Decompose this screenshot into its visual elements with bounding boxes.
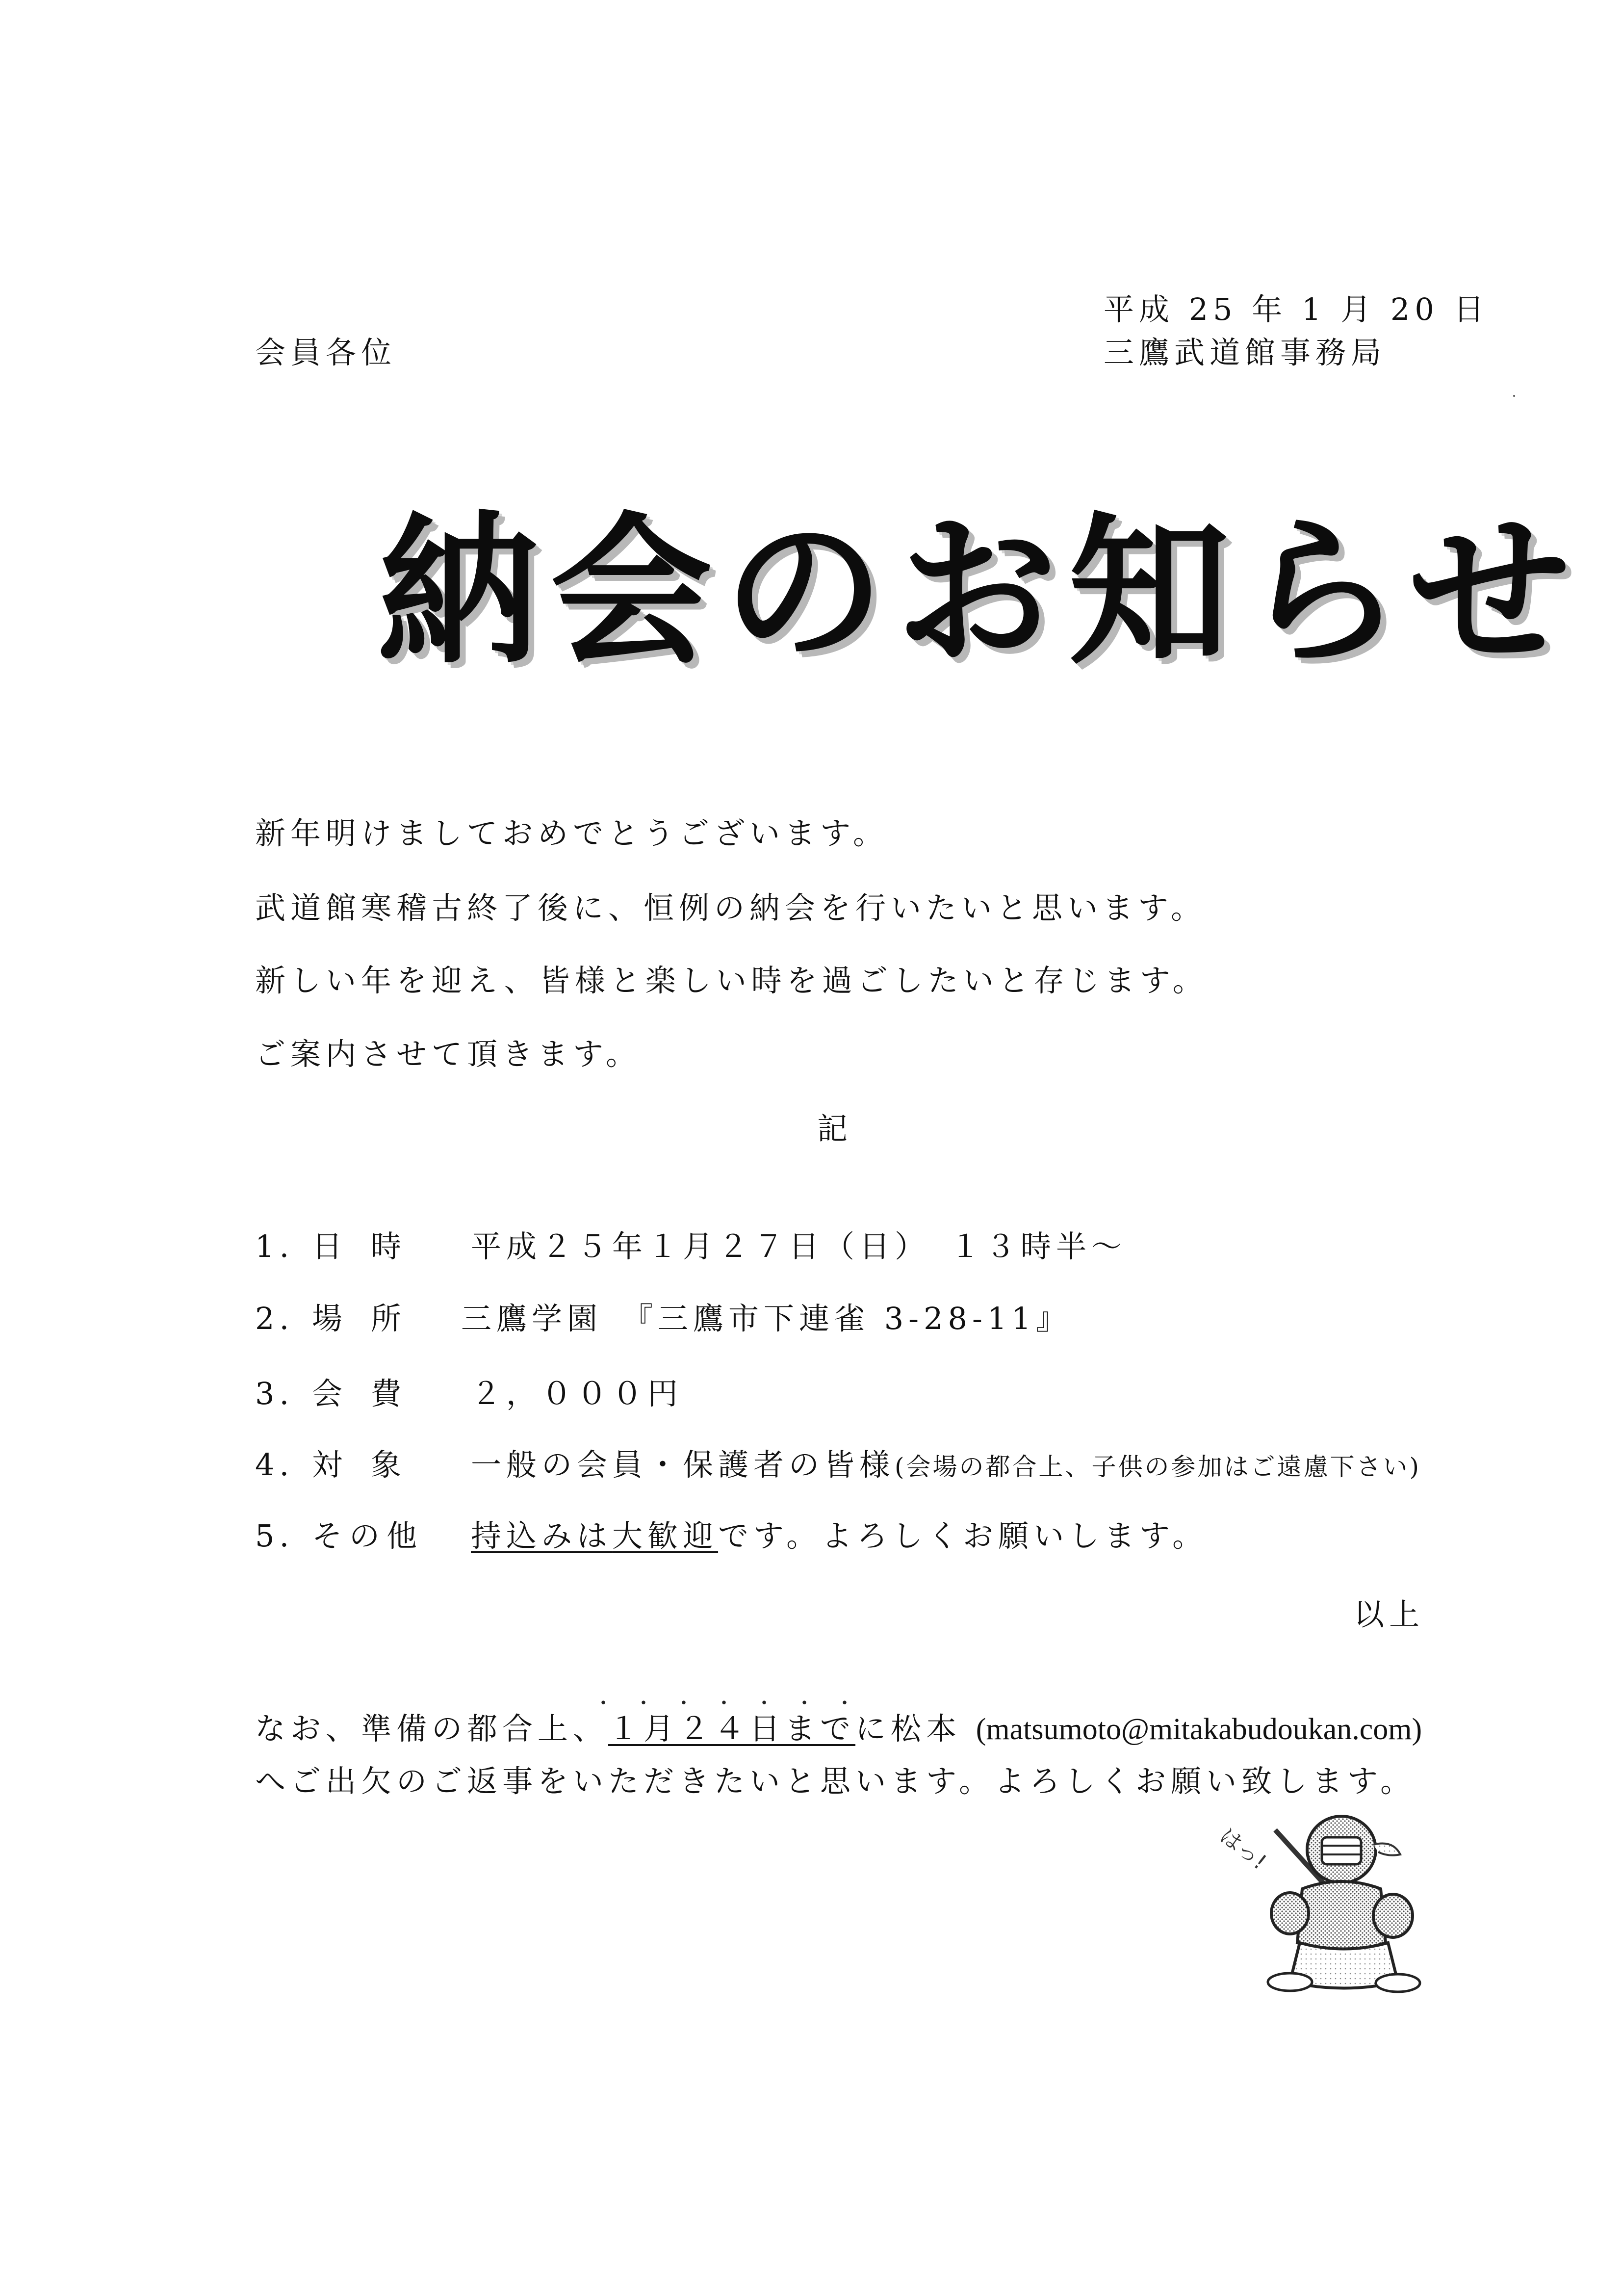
item-1-label: 日時 — [312, 1228, 430, 1264]
sender-office: 三鷹武道館事務局 — [1104, 335, 1387, 370]
item-4-number: 4. — [255, 1447, 294, 1483]
item-5-underlined-1: 持込み — [471, 1518, 577, 1554]
mascot-speech: はっ! — [1216, 1823, 1271, 1875]
item-1-value: 平成２５年１月２７日（日） １３時半～ — [471, 1228, 1127, 1264]
note-prefix: なお、準備の都合上、 — [255, 1711, 609, 1747]
scan-speck — [1513, 395, 1515, 397]
greeting-line-2: 武道館寒稽古終了後に、恒例の納会を行いたいと思います。 — [255, 890, 1207, 926]
item-3-number: 3. — [255, 1376, 294, 1411]
closing-ijo: 以上 — [1354, 1596, 1425, 1632]
recipient: 会員各位 — [255, 335, 397, 370]
item-4-value-main: 一般の会員・保護者の皆様 — [471, 1447, 895, 1483]
item-2-number: 2. — [255, 1301, 294, 1336]
greeting-line-4: ご案内させて頂きます。 — [255, 1036, 642, 1072]
item-5-mid: は — [577, 1518, 613, 1554]
item-1-number: 1. — [255, 1228, 294, 1264]
document-date: 平成 25 年 1 月 20 日 — [1104, 291, 1489, 327]
item-2-label: 場所 — [312, 1301, 430, 1336]
item-5-label: その他 — [312, 1518, 424, 1554]
emphasis-dots: ・・・・・・・ — [593, 1692, 875, 1715]
item-2-value: 三鷹学園 『三鷹市下連雀 3-28-11』 — [461, 1301, 1071, 1336]
item-3-value: ２，０００円 — [471, 1376, 683, 1411]
greeting-line-1: 新年明けましておめでとうございます。 — [255, 815, 889, 851]
item-5-value — [471, 1518, 1208, 1554]
item-5-underlined-2: 大歓迎 — [612, 1518, 719, 1554]
contact-email: (matsumoto@mitakabudoukan.com) — [976, 1713, 1422, 1746]
item-3-label: 会費 — [312, 1376, 430, 1411]
note-line-2: へご出欠のご返事をいただきたいと思います。よろしくお願い致します。 — [255, 1763, 1416, 1799]
greeting-line-3: 新しい年を迎え、皆様と楽しい時を過ごしたいと存じます。 — [255, 963, 1208, 998]
note-deadline: １月２４日まで — [608, 1711, 856, 1747]
document-title: 納会のお知らせ — [378, 496, 1582, 686]
note-middle: に松本 — [855, 1711, 962, 1747]
item-4-value — [471, 1447, 1421, 1483]
ki-heading: 記 — [817, 1111, 853, 1147]
kendo-mascot-icon — [1216, 1810, 1432, 1997]
item-5-number: 5. — [255, 1518, 294, 1554]
item-4-label: 対象 — [312, 1447, 430, 1483]
item-5-rest: です。よろしくお願いします。 — [718, 1518, 1208, 1554]
note-line-1 — [255, 1711, 1422, 1747]
item-4-value-note: (会場の都合上、子供の参加はご遠慮下さい) — [895, 1453, 1421, 1481]
